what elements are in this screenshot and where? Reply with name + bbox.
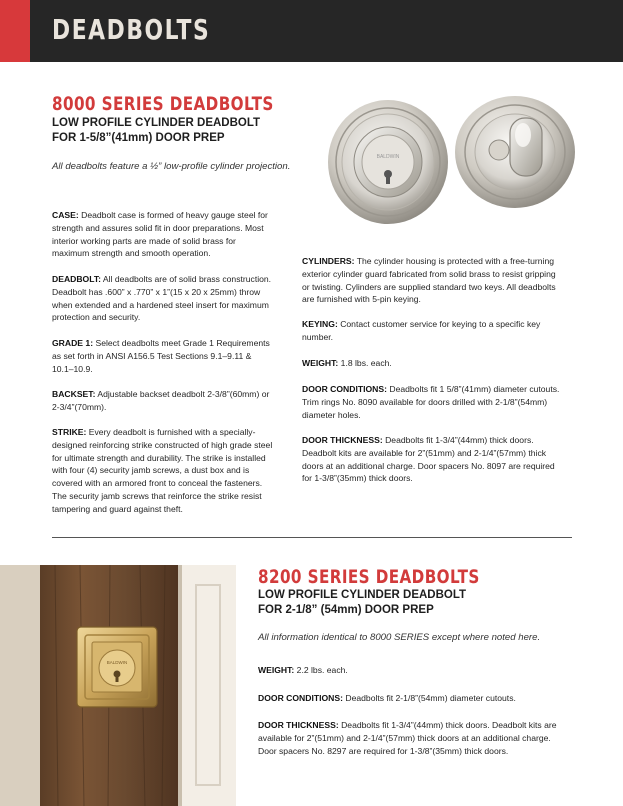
spec-door-thickness-8000: DOOR THICKNESS: Deadbolts fit 1-3/4”(44mm) thick doors. Deadbolt kits are available for 2”(51mm) and 2-1/4”(57mm) thick doors at an additional charge. Door spacers No. 8097 are required for 1-3/8”(35mm) thick doors. <box>302 435 555 484</box>
spec-cylinders: CYLINDERS: The cylinder housing is protected with a free-turning exterior cylinder guard fabricated from solid brass to resist gripping or twisting. Cylinders are supplied standard two keys. All deadbolts are furnished with 5-pin keying. <box>302 256 556 305</box>
spec-keying: KEYING: Contact customer service for keying to a specific key number. <box>302 319 541 342</box>
section-intro-8000: All deadbolts feature a ½” low-profile cylinder projection. <box>52 161 291 172</box>
section-intro-8200: All information identical to 8000 SERIES except where noted here. <box>258 632 541 643</box>
section-subtitle-8000-line1: LOW PROFILE CYLINDER DEADBOLT <box>52 117 261 129</box>
svg-text:BALDWIN: BALDWIN <box>106 660 128 665</box>
spec-door-conditions-8200: DOOR CONDITIONS: Deadbolts fit 2-1/8”(54mm) diameter cutouts. <box>258 693 516 703</box>
engraving-text: BALDWIN <box>376 154 400 160</box>
spec-case: CASE: Deadbolt case is formed of heavy gauge steel for strength and assures solid fit in door preparations. Most interior working parts are made of solid brass for maximum strength and smooth operation. <box>52 210 268 259</box>
spec-strike: STRIKE: Every deadbolt is furnished with a specially-designed reinforcing strike constructed of high grade steel for ultimate strength and durability. The strike is installed with four (4) security jamb screws, a dust box and is covered with an armored front to conceal the fasteners. The security jamb screws that reinforce the strike resist tampering and guard against theft. <box>52 427 273 514</box>
section-title-8200: 8200 SERIES DEADBOLTS <box>258 566 480 588</box>
section-subtitle-8200-line2: FOR 2-1/8” (54mm) DOOR PREP <box>258 604 434 616</box>
section-divider <box>52 537 572 538</box>
spec-deadbolt: DEADBOLT: All deadbolts are of solid brass construction. Deadbolt has .600” x .770” x 1”(15 x 20 x 25mm) throw when extended and a hardened steel insert for maximum protection and security. <box>52 274 272 323</box>
deadbolt-product-image <box>325 90 585 230</box>
deadbolt-installed-photo <box>0 565 236 806</box>
header-accent-block <box>0 0 30 62</box>
spec-weight-8000: WEIGHT: 1.8 lbs. each. <box>302 358 392 368</box>
section-subtitle-8200-line1: LOW PROFILE CYLINDER DEADBOLT <box>258 589 467 601</box>
section-subtitle-8000-line2: FOR 1-5/8”(41mm) DOOR PREP <box>52 132 225 144</box>
header-bar <box>0 0 623 62</box>
page-title: DEADBOLTS <box>52 13 211 46</box>
spec-door-conditions-8000: DOOR CONDITIONS: Deadbolts fit 1 5/8”(41mm) diameter cutouts. Trim rings No. 8090 available for doors drilled with 2-1/8”(54mm) diameter holes. <box>302 384 560 420</box>
spec-door-thickness-8200: DOOR THICKNESS: Deadbolts fit 1-3/4”(44mm) thick doors. Deadbolt kits are available for 2”(51mm) and 2-1/4”(57mm) thick doors at an additional charge. Door spacers No. 8297 are required for 1-3/8”(35mm) thick doors. <box>258 720 557 756</box>
section-title-8000: 8000 SERIES DEADBOLTS <box>52 93 274 115</box>
spec-backset: BACKSET: Adjustable backset deadbolt 2-3/8”(60mm) or 2-3/4”(70mm). <box>52 389 270 412</box>
spec-grade-1: GRADE 1: Select deadbolts meet Grade 1 Requirements as set forth in ANSI A156.5 Test Sections 9.1–9.11 & 10.1–10.9. <box>52 338 270 374</box>
spec-weight-8200: WEIGHT: 2.2 lbs. each. <box>258 665 348 675</box>
